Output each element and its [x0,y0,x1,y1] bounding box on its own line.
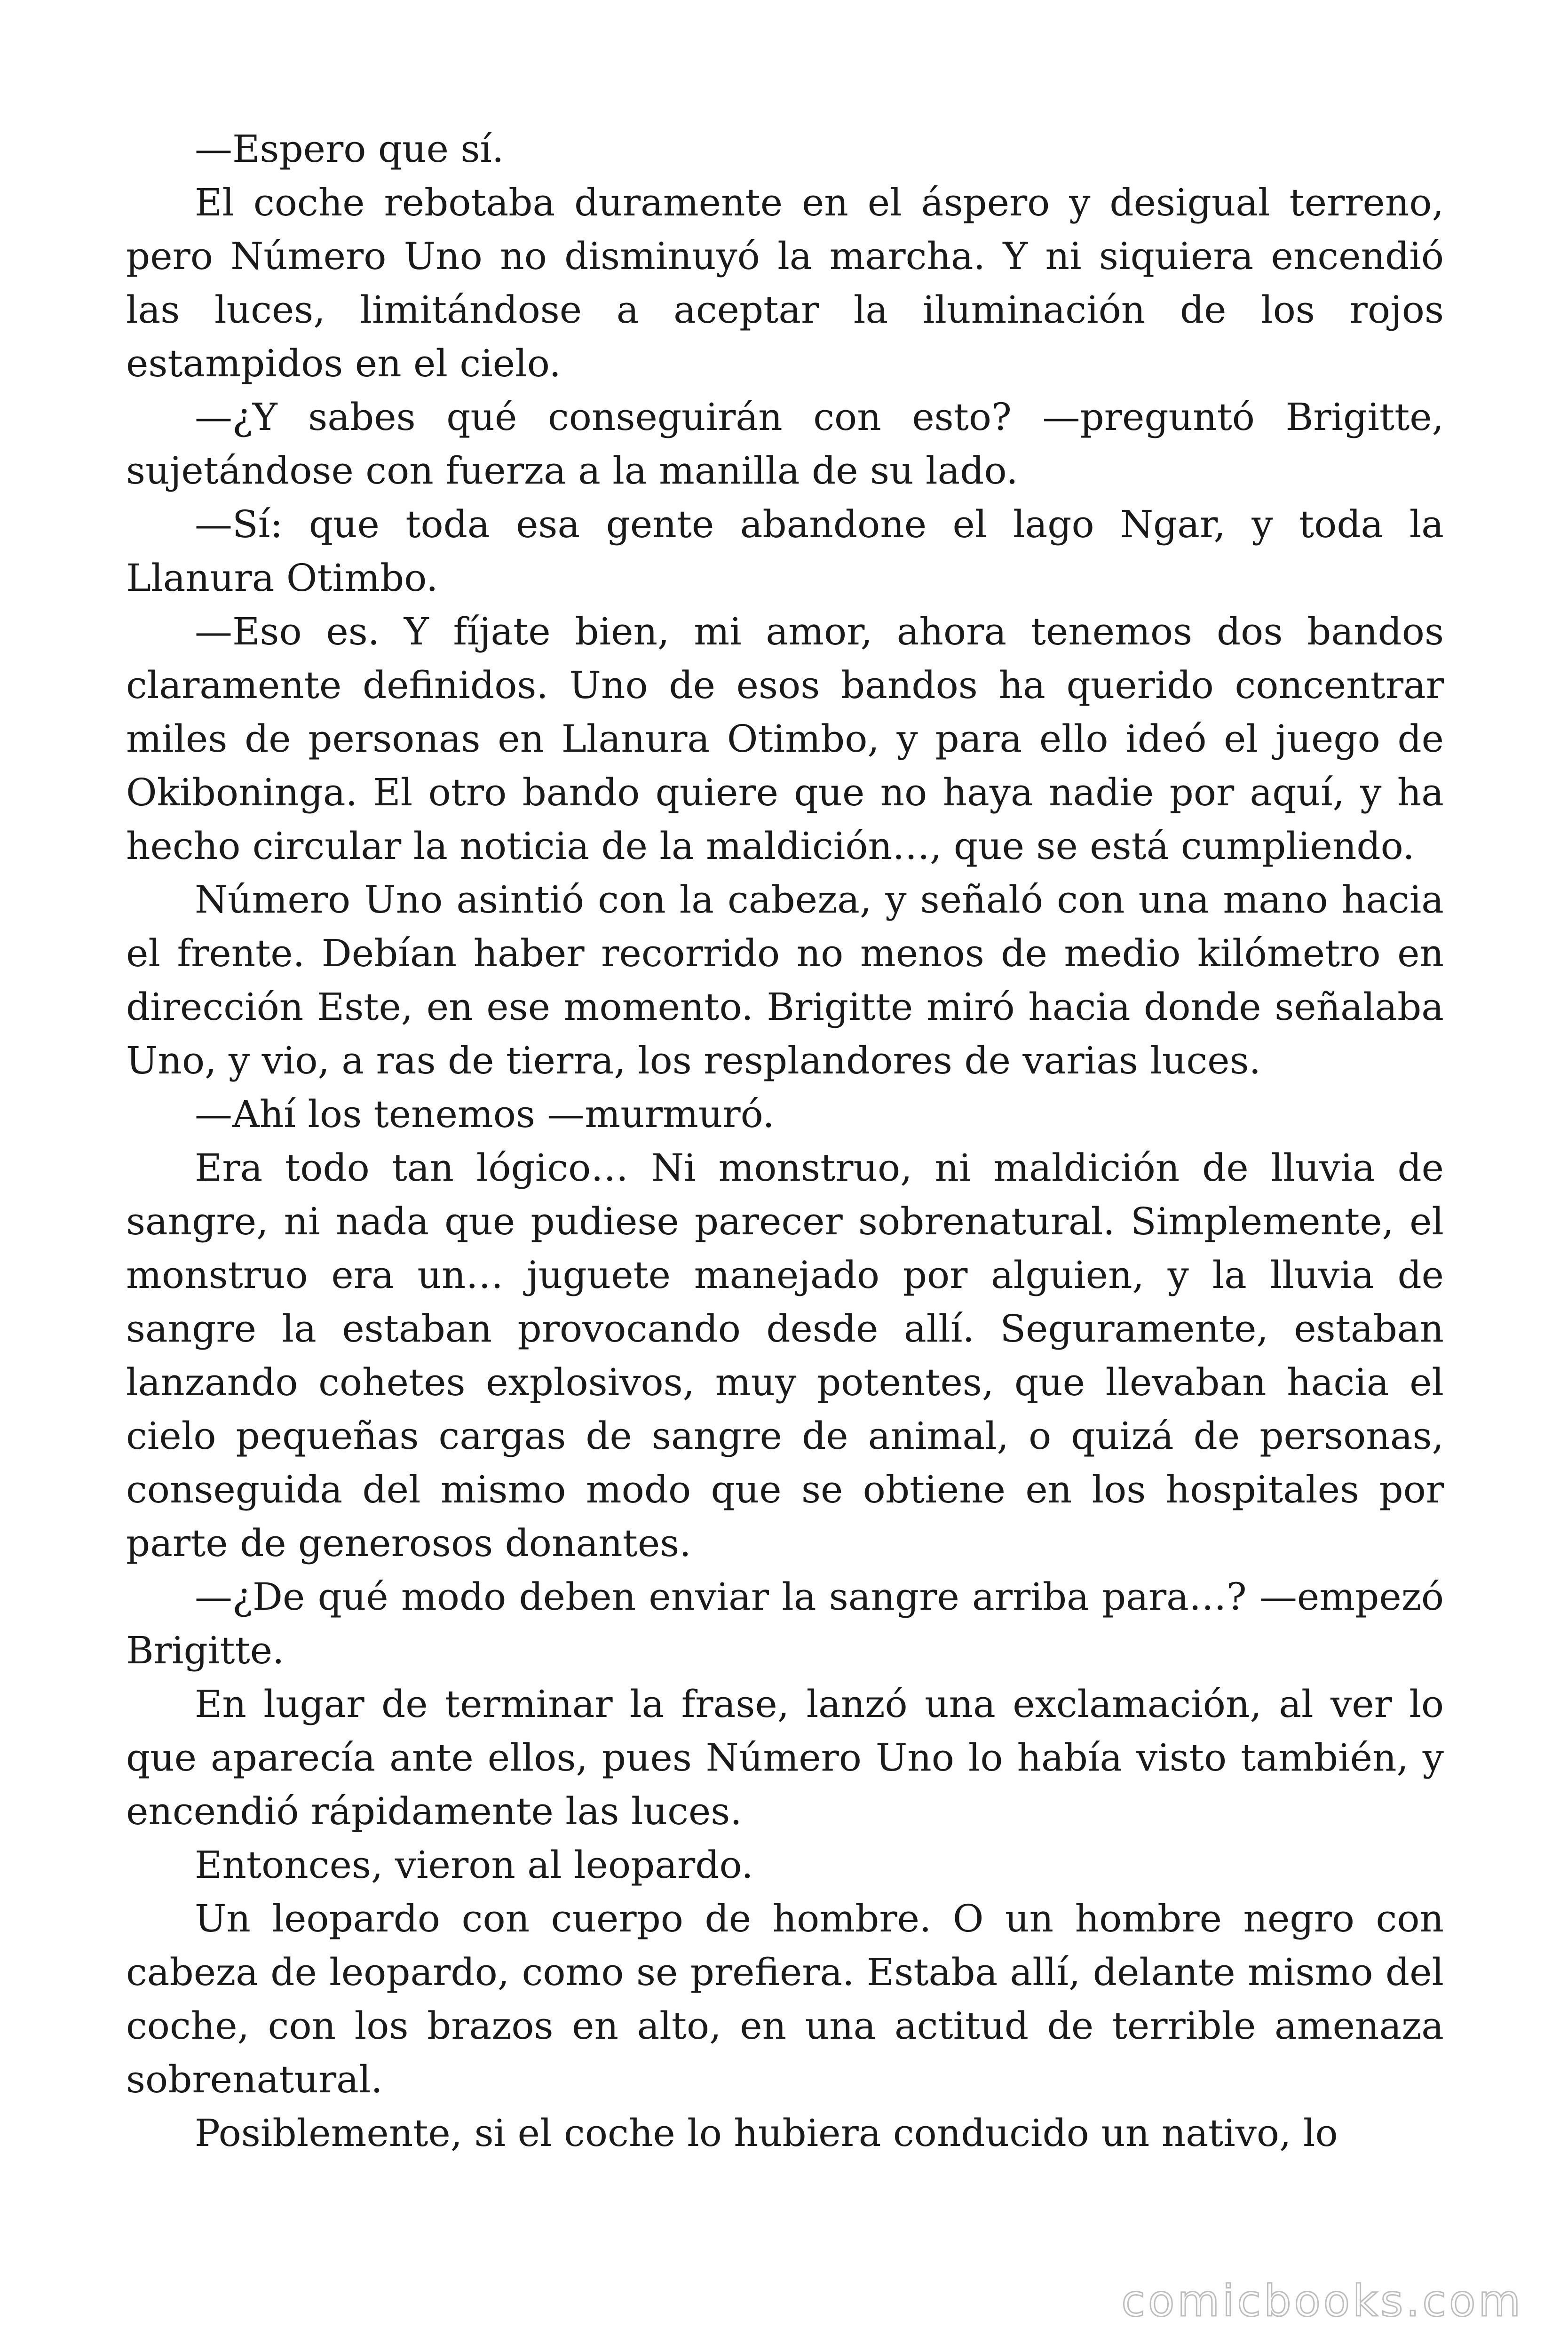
paragraph: —Sí: que toda esa gente abandone el lago Ngar, y toda la Llanura Otimbo. [126,502,1444,600]
paragraph: —¿Y sabes qué conseguirán con esto? —preguntó Brigitte, sujetándose con fuerza a la manilla de su lado. [126,395,1444,493]
paragraph: Posiblemente, si el coche lo hubiera conducido un nativo, lo [195,2111,1338,2155]
paragraph: —Eso es. Y fíjate bien, mi amor, ahora tenemos dos bandos claramente definidos. Uno de esos bandos ha querido concentrar miles de personas en Llanura Otimbo, y para ello ideó el juego de Okiboninga. El otro bando quiere que no haya nadie por aquí, y ha hecho circular la noticia de la maldición…, que se está cumpliendo. [126,610,1444,868]
paragraph: Era todo tan lógico… Ni monstruo, ni maldición de lluvia de sangre, ni nada que pudiese parecer sobrenatural. Simplemente, el monstruo era un… juguete manejado por alguien, y la lluvia de sangre la estaban provocando desde allí. Seguramente, estaban lanzando cohetes explosivos, muy potentes, que llevaban hacia el cielo pequeñas cargas de sangre de animal, o quizá de personas, conseguida del mismo modo que se obtiene en los hospitales por parte de generosos donantes. [126,1146,1444,1565]
paragraph: Entonces, vieron al leopardo. [195,1843,753,1887]
body-text [126,122,1444,2160]
paragraph: Un leopardo con cuerpo de hombre. O un hombre negro con cabeza de leopardo, como se prefiera. Estaba allí, delante mismo del coche, con los brazos en alto, en una actitud de terrible amenaza sobrenatural. [126,1897,1444,2101]
paragraph: Número Uno asintió con la cabeza, y señaló con una mano hacia el frente. Debían haber recorrido no menos de medio kilómetro en dirección Este, en ese momento. Brigitte miró hacia donde señalaba Uno, y vio, a ras de tierra, los resplandores de varias luces. [126,878,1444,1082]
paragraph: —¿De qué modo deben enviar la sangre arriba para…? —empezó Brigitte. [126,1575,1444,1672]
paragraph: —Espero que sí. [195,127,504,171]
watermark: comicbooks.com [1121,2276,1523,2326]
paragraph: El coche rebotaba duramente en el áspero y desigual terreno, pero Número Uno no disminuyó la marcha. Y ni siquiera encendió las luces, limitándose a aceptar la iluminación de los rojos estampidos en el cielo. [126,181,1444,385]
paragraph: En lugar de terminar la frase, lanzó una exclamación, al ver lo que aparecía ante ellos, pues Número Uno lo había visto también, y encendió rápidamente las luces. [126,1682,1444,1833]
paragraph: —Ahí los tenemos —murmuró. [195,1092,775,1136]
